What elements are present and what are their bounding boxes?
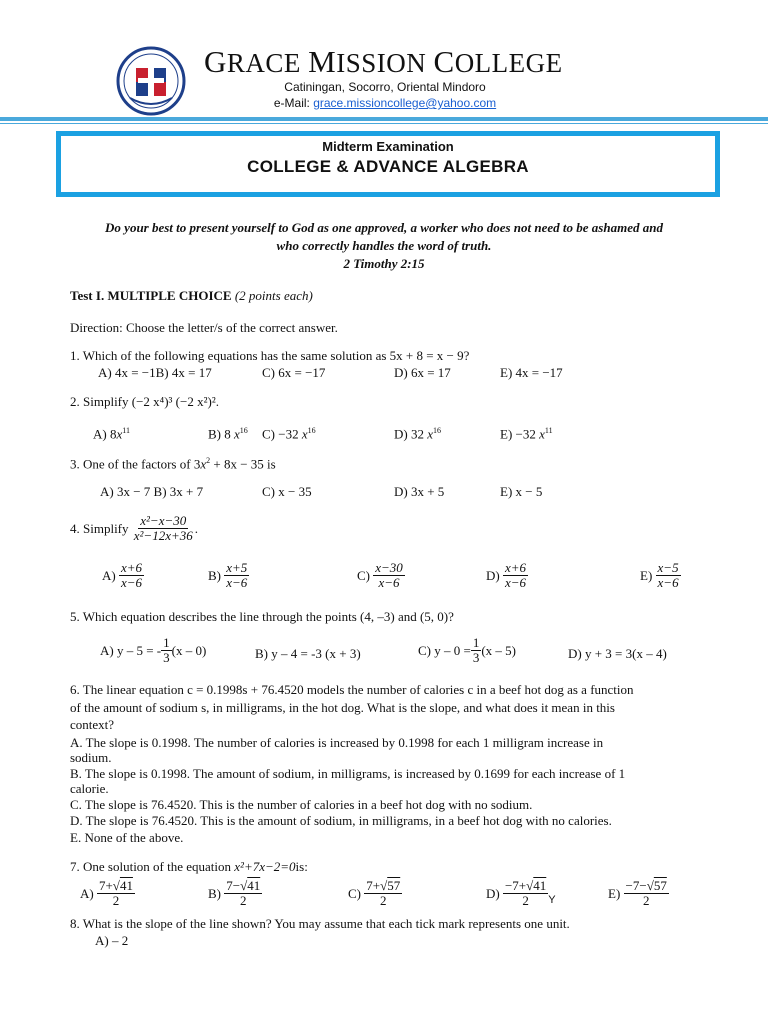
question-7-option-a: A) $\frac{7+√41}{2}$ — [80, 878, 133, 908]
verse-reference: 2 Timothy 2:15 — [343, 256, 425, 271]
question-7-option-e: E) $\frac{-7-√57}{2}$ — [608, 878, 667, 908]
question-3-stem: 3. One of the factors of $3x^2 + 8x - 35$ is — [70, 456, 276, 472]
question-4-option-c: C) $\frac{x-30}{x-6}$ — [357, 560, 403, 590]
question-1-option-d: D) 6x = 17 — [394, 365, 451, 380]
test-heading — [70, 288, 313, 304]
exam-subtitle: Midterm Examination — [322, 139, 454, 154]
question-2-option-c: C) −32 $x^{16}$ — [262, 426, 316, 442]
question-1-option-ab: A) 4x = −1B) 4x = 17 — [98, 365, 212, 380]
header-divider-thin — [0, 123, 768, 124]
question-6-option-b: B. The slope is 0.1998. The amount of sodium, in milligrams, is increased by 0.1699 for each increase of 1 — [70, 766, 626, 781]
question-6-line-1: 6. The linear equation c = 0.1998s + 76.4520 models the number of calories c in a beef hot dog as a function — [70, 682, 634, 697]
question-6-option-e: E. None of the above. — [70, 830, 184, 845]
question-6-option-d: D. The slope is 76.4520. This is the amount of sodium, in milligrams, in a beef hot dog with no calories. — [70, 813, 612, 828]
college-name: GRACE MISSION COLLEGE — [204, 44, 563, 79]
question-5-option-a: A) y – 5 = - $\frac{1}{3}$ (x – 0) — [100, 635, 207, 665]
question-6-option-a: A. The slope is 0.1998. The number of calories is increased by 0.1998 for each 1 milligram increase in — [70, 735, 604, 750]
question-6-option-a-cont: sodium. — [70, 750, 112, 765]
question-2-option-b: B) 8 $x^{16}$ — [208, 426, 248, 442]
email-label: e-Mail: — [273, 96, 314, 110]
question-1-option-c: C) 6x = −17 — [262, 365, 326, 380]
question-4-stem: 4. Simplify $\frac{\text{x²−x−30}}{\text{x²−12x+36}}$ . — [70, 513, 198, 543]
header-divider — [0, 117, 768, 121]
exam-title: COLLEGE & ADVANCE ALGEBRA — [247, 157, 529, 176]
test-points: (2 points each) — [234, 288, 313, 303]
question-2-expression: (−2 x⁴)³ (−2 x²)². — [131, 394, 219, 409]
verse-line-2: who correctly handles the word of truth. — [276, 238, 492, 253]
test-title: Test I. MULTIPLE CHOICE — [70, 288, 232, 303]
question-7-equation: x²+7x−2=0 — [234, 859, 296, 874]
college-email — [200, 96, 570, 110]
question-4-option-d: D) $\frac{x+6}{x-6}$ — [486, 560, 527, 590]
question-1-option-e: E) 4x = −17 — [500, 365, 563, 380]
question-7-option-b: B) $\frac{7-√41}{2}$ — [208, 878, 261, 908]
question-7-option-c: C) $\frac{7+√57}{2}$ — [348, 878, 401, 908]
question-5-option-d: D) y + 3 = 3(x – 4) — [568, 646, 667, 661]
question-4-option-a: A) $\frac{x+6}{x-6}$ — [102, 560, 143, 590]
question-5-stem: 5. Which equation describes the line through the points (4, –3) and (5, 0)? — [70, 609, 454, 624]
college-address: Catiningan, Socorro, Oriental Mindoro — [284, 80, 486, 94]
question-6-option-b-cont: calorie. — [70, 781, 109, 796]
question-3-option-d: D) 3x + 5 — [394, 484, 445, 499]
question-2-option-d: D) 32 $x^{16}$ — [394, 426, 441, 442]
question-6-option-c: C. The slope is 76.4520. This is the number of calories in a beef hot dog with no sodium. — [70, 797, 533, 812]
question-3-option-c: C) x − 35 — [262, 484, 312, 499]
question-4-option-e: E) $\frac{x-5}{x-6}$ — [640, 560, 679, 590]
question-5-option-c: C) y – 0 = $\frac{1}{3}$ (x – 5) — [418, 635, 517, 665]
question-6-line-3: context? — [70, 717, 115, 732]
test-direction: Direction: Choose the letter/s of the correct answer. — [70, 320, 338, 335]
question-7-option-d: D) $\frac{-7+√41}{2}$ Y — [486, 878, 556, 908]
stray-mark: Y — [548, 893, 556, 906]
question-6-line-2: of the amount of sodium s, in milligrams, in the hot dog. What is the slope, and what does it mean in this — [70, 700, 615, 715]
question-4-option-b: B) $\frac{x+5}{x-6}$ — [208, 560, 248, 590]
verse-line-1: Do your best to present yourself to God as one approved, a worker who does not need to be ashamed and — [105, 220, 663, 235]
question-1-stem: 1. Which of the following equations has the same solution as 5x + 8 = x − 9? — [70, 348, 470, 363]
question-2-stem: 2. Simplify (−2 x⁴)³ (−2 x²)². — [70, 394, 219, 409]
question-4-expression: $\frac{\text{x²−x−30}}{\text{x²−12x+36}}$ — [133, 513, 193, 543]
question-5-option-b: B) y – 4 = -3 (x + 3) — [255, 646, 361, 661]
email-link[interactable]: grace.missioncollege@yahoo.com — [313, 96, 497, 110]
question-2-option-a: A) $8x^{11}$ — [93, 426, 130, 442]
question-3-option-ab: A) 3x − 7 B) 3x + 7 — [100, 484, 204, 499]
question-8-option-a: A) – 2 — [95, 933, 129, 948]
question-2-option-e: E) −32 $x^{11}$ — [500, 426, 553, 442]
question-7-stem: 7. One solution of the equation x²+7x−2=0is: — [70, 859, 308, 874]
question-3-option-e: E) x − 5 — [500, 484, 543, 499]
question-8-stem: 8. What is the slope of the line shown? You may assume that each tick mark represents one unit. — [70, 916, 570, 931]
college-seal-logo — [116, 46, 186, 116]
